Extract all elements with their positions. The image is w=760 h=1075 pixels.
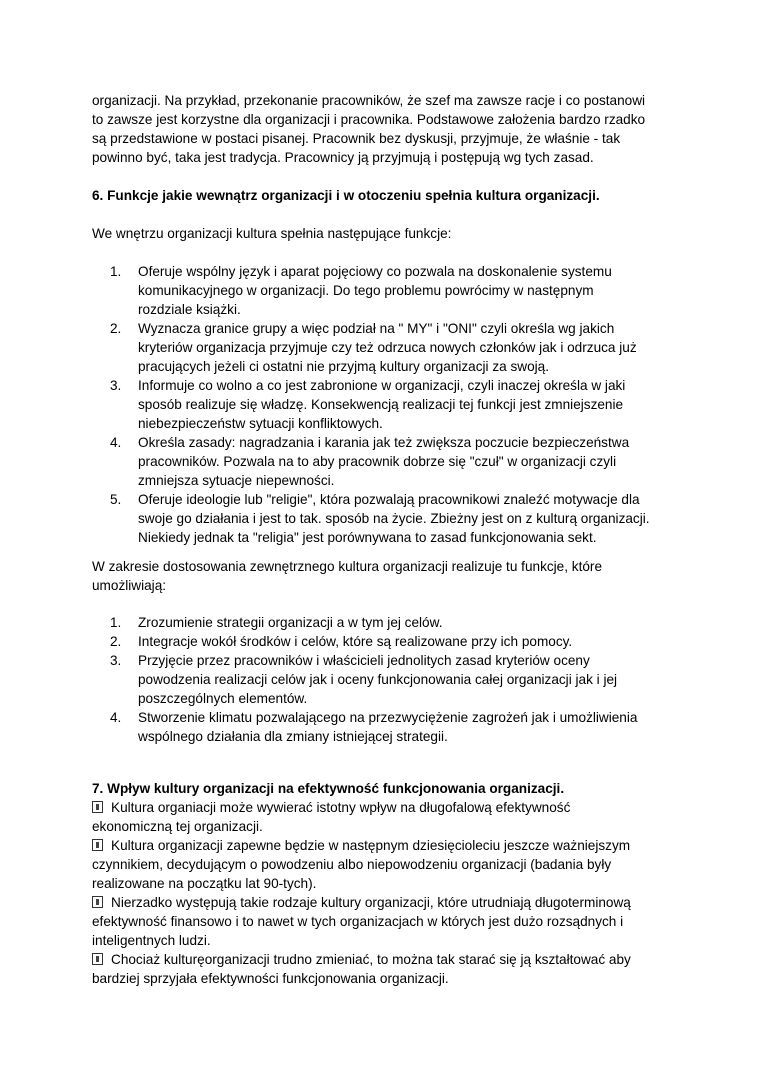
list-item: 5. Oferuje ideologie lub "religie", która pozwalają pracownikowi znaleźć motywacje dla swoje go działania i jest to tak. sposób na życie. Zbieżny jest on z kulturą organizacji. Niekiedy jednak ta "religia" jest porównywana to zasad funkcjonowania sekt. bbox=[110, 492, 650, 545]
bullet-glyph-icon bbox=[92, 801, 103, 813]
list-item: 2. Integracje wokół środków i celów, które są realizowane przy ich pomocy. bbox=[110, 634, 573, 649]
bullet-item: Chociaż kulturęorganizacji trudno zmieniać, to można tak starać się ją kształtować aby bardziej sprzyjała efektywności funkcjonowania organizacji. bbox=[92, 952, 631, 986]
bullet-glyph-icon bbox=[92, 896, 103, 908]
section-6-lead: We wnętrzu organizacji kultura spełnia następujące funkcje: bbox=[92, 226, 452, 241]
list-item: 2. Wyznacza granice grupy a więc podział na " MY" i "ONI" czyli określa wg jakich kryteriów organizacja przyjmuje czy też odrzuca nowych członków jak i odrzuca już pracujących jeżeli ci ostatni nie przyjmą kultury organizacji za swoją. bbox=[110, 321, 637, 374]
intro-paragraph bbox=[92, 91, 692, 167]
bullet-item: Nierzadko występują takie rodzaje kultury organizacji, które utrudniają długoterminową efektywność finansowo i to nawet w tych organizacjach w których jest dużo rozsądnych i inteligentnych ludzi. bbox=[92, 895, 631, 948]
bullet-item: Kultura organiacji może wywierać istotny wpływ na długofalową efektywność ekonomiczną tej organizacji. bbox=[92, 800, 571, 834]
text-line: to zawsze jest korzystne dla organizacji i pracownika. Podstawowe założenia bardzo rzadko bbox=[92, 112, 646, 127]
text-line: umożliwiają: bbox=[92, 578, 167, 593]
bullet-item: Kultura organizacji zapewne będzie w następnym dziesięcioleciu jeszcze ważniejszym czynnikiem, decydującym o powodzeniu albo niepowodzeniu organizacji (badania były realizowane na początku lat 90-tych). bbox=[92, 838, 631, 891]
list-item: 1. Zrozumienie strategii organizacji a w tym jej celów. bbox=[110, 615, 443, 630]
text-line: organizacji. Na przykład, przekonanie pracowników, że szef ma zawsze racje i co postanowi bbox=[92, 93, 646, 108]
list-item: 1. Oferuje wspólny język i aparat pojęciowy co pozwala na doskonalenie systemu komunikacyjnego w organizacji. Do tego problemu powrócimy w następnym rozdziale książki. bbox=[110, 264, 612, 317]
text-line: są przedstawione w postaci pisanej. Pracownik bez dyskusji, przyjmuje, że właśnie - tak bbox=[92, 131, 621, 146]
section-6-heading: 6. Funkcje jakie wewnątrz organizacji i w otoczeniu spełnia kultura organizacji. bbox=[92, 188, 600, 203]
list-item: 4. Określa zasady: nagradzania i karania jak też zwiększa poczucie bezpieczeństwa pracowników. Pozwala na to aby pracownik dobrze się "czuł" w organizacji czyli zmniejsza sytuacje niepewności. bbox=[110, 435, 630, 488]
section-6-lead-2 bbox=[92, 557, 692, 595]
bullet-glyph-icon bbox=[92, 839, 103, 851]
section-7-heading: 7. Wpływ kultury organizacji na efektywność funkcjonowania organizacji. bbox=[92, 781, 565, 796]
list-item: 3. Informuje co wolno a co jest zabronione w organizacji, czyli inaczej określa w jaki sposób realizuje się władzę. Konsekwencją realizacji tej funkcji jest zmniejszenie niebezpieczeństw sytuacji konfliktowych. bbox=[110, 378, 626, 431]
internal-functions-list bbox=[110, 262, 690, 547]
bullet-glyph-icon bbox=[92, 953, 103, 965]
text-line: powinno być, taka jest tradycja. Pracownicy ją przyjmują i postępują wg tych zasad. bbox=[92, 150, 594, 165]
list-item: 3. Przyjęcie przez pracowników i właścicieli jednolitych zasad kryteriów oceny powodzenia realizacji celów jak i oceny funkcjonowania całej organizacji jak i jej poszczególnych elementów. bbox=[110, 653, 618, 706]
list-item: 4. Stworzenie klimatu pozwalającego na przezwyciężenie zagrożeń jak i umożliwienia wspólnego działania dla zmiany istniejącej strategii. bbox=[110, 710, 638, 744]
external-functions-list bbox=[110, 613, 690, 746]
text-line: W zakresie dostosowania zewnętrznego kultura organizacji realizuje tu funkcje, które bbox=[92, 559, 603, 574]
